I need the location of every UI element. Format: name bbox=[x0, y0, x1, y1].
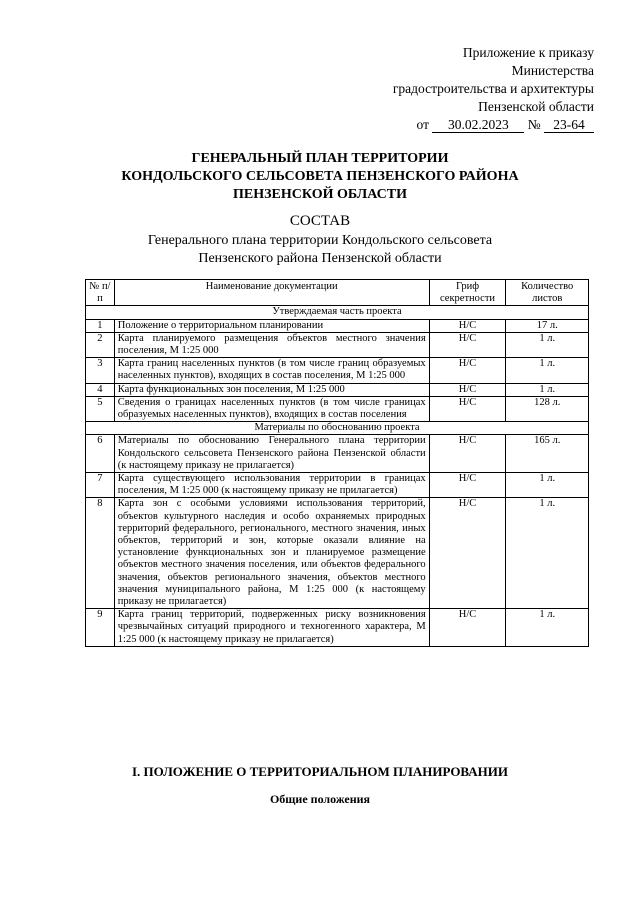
appendix-block bbox=[393, 44, 594, 134]
row-name: Положение о территориальном планировании bbox=[114, 319, 429, 332]
row-num: 4 bbox=[86, 383, 115, 396]
row-grif: Н/С bbox=[429, 383, 506, 396]
row-num: 7 bbox=[86, 473, 115, 498]
row-name: Карта границ территорий, подверженных риску возникновения чрезвычайных ситуаций природного и техногенного характера, М 1:25 000 (к настоящему приказу не прилагается) bbox=[114, 609, 429, 647]
documents-table bbox=[85, 279, 589, 647]
section-heading: I. ПОЛОЖЕНИЕ О ТЕРРИТОРИАЛЬНОМ ПЛАНИРОВАНИИ bbox=[131, 764, 509, 779]
header-name: Наименование документации bbox=[114, 280, 429, 306]
appendix-line-3: градостроительства и архитектуры bbox=[392, 81, 594, 96]
appendix-line-4: Пензенской области bbox=[478, 99, 594, 114]
subtitle-line-2: Пензенского района Пензенской области bbox=[198, 251, 442, 266]
order-date: 30.02.2023 bbox=[432, 117, 524, 133]
row-qty: 1 л. bbox=[506, 609, 589, 647]
row-grif: Н/С bbox=[429, 319, 506, 332]
row-qty: 1 л. bbox=[506, 473, 589, 498]
table-row bbox=[86, 609, 589, 647]
row-num: 8 bbox=[86, 498, 115, 609]
header-grif: Гриф секретности bbox=[429, 280, 506, 306]
header-qty: Количество листов bbox=[506, 280, 589, 306]
title-line-3: ПЕНЗЕНСКОЙ ОБЛАСТИ bbox=[233, 187, 407, 202]
row-name: Карта границ населенных пунктов (в том числе границ образуемых населенных пунктов), входящих в состав поселения, М 1:25 000 bbox=[114, 358, 429, 383]
row-grif: Н/С bbox=[429, 473, 506, 498]
table-row bbox=[86, 383, 589, 396]
table-row bbox=[86, 473, 589, 498]
table-row bbox=[86, 498, 589, 609]
sostav-heading: СОСТАВ bbox=[289, 213, 351, 229]
section-subheading: Общие положения bbox=[269, 792, 371, 806]
title-line-1: ГЕНЕРАЛЬНЫЙ ПЛАН ТЕРРИТОРИИ bbox=[191, 151, 449, 166]
row-grif: Н/С bbox=[429, 498, 506, 609]
row-num: 3 bbox=[86, 358, 115, 383]
section-justification-label: Материалы по обоснованию проекта bbox=[86, 422, 589, 435]
row-name: Карта функциональных зон поселения, М 1:25 000 bbox=[114, 383, 429, 396]
header-num: № п/п bbox=[86, 280, 115, 306]
section-row-justification bbox=[86, 422, 589, 435]
row-qty: 1 л. bbox=[506, 498, 589, 609]
row-grif: Н/С bbox=[429, 396, 506, 421]
row-num: 1 bbox=[86, 319, 115, 332]
row-name: Карта планируемого размещения объектов местного значения поселения, М 1:25 000 bbox=[114, 332, 429, 357]
section-approved-label: Утверждаемая часть проекта bbox=[86, 306, 589, 319]
row-name: Карта зон с особыми условиями использования территорий, объектов культурного наследия и особо охраняемых природных территорий федерального, регионального, местного значения, иных объектов, территорий и зон, которые оказали влияние на установление функциональных зон и планируемое размещение объектов местного значения поселения, или объектов федерального значения, объектов регионального значения, объектов местного значения муниципального района, М 1:25 000 (к настоящему приказу не прилагается) bbox=[114, 498, 429, 609]
order-number: 23-64 bbox=[544, 117, 594, 133]
table-row bbox=[86, 396, 589, 421]
row-grif: Н/С bbox=[429, 609, 506, 647]
document-subtitle bbox=[60, 232, 580, 268]
table-row bbox=[86, 435, 589, 473]
row-num: 2 bbox=[86, 332, 115, 357]
row-name: Сведения о границах населенных пунктов (в том числе границах образуемых населенных пунктов), входящих в состав поселения bbox=[114, 396, 429, 421]
table-row bbox=[86, 319, 589, 332]
appendix-line-2: Министерства bbox=[511, 63, 594, 78]
row-name: Материалы по обоснованию Генерального плана территории Кондольского сельсовета Пензенского района Пензенской области (к настоящему приказу не прилагается) bbox=[114, 435, 429, 473]
table-header-row bbox=[86, 280, 589, 306]
appendix-date-line bbox=[393, 116, 594, 134]
row-num: 9 bbox=[86, 609, 115, 647]
table-row bbox=[86, 332, 589, 357]
title-line-2: КОНДОЛЬСКОГО СЕЛЬСОВЕТА ПЕНЗЕНСКОГО РАЙОНА bbox=[121, 169, 519, 184]
row-grif: Н/С bbox=[429, 332, 506, 357]
from-label: от bbox=[416, 117, 429, 132]
row-num: 6 bbox=[86, 435, 115, 473]
row-grif: Н/С bbox=[429, 435, 506, 473]
row-qty: 1 л. bbox=[506, 332, 589, 357]
number-label: № bbox=[527, 117, 541, 132]
row-qty: 128 л. bbox=[506, 396, 589, 421]
row-qty: 1 л. bbox=[506, 358, 589, 383]
document-title bbox=[60, 150, 580, 204]
row-name: Карта существующего использования территории в границах поселения, М 1:25 000 (к настоящему приказу не прилагается) bbox=[114, 473, 429, 498]
table-row bbox=[86, 358, 589, 383]
section-row-approved bbox=[86, 306, 589, 319]
row-qty: 165 л. bbox=[506, 435, 589, 473]
row-qty: 1 л. bbox=[506, 383, 589, 396]
row-num: 5 bbox=[86, 396, 115, 421]
row-qty: 17 л. bbox=[506, 319, 589, 332]
subtitle-line-1: Генерального плана территории Кондольского сельсовета bbox=[147, 233, 493, 248]
row-grif: Н/С bbox=[429, 358, 506, 383]
appendix-line-1: Приложение к приказу bbox=[462, 45, 594, 60]
